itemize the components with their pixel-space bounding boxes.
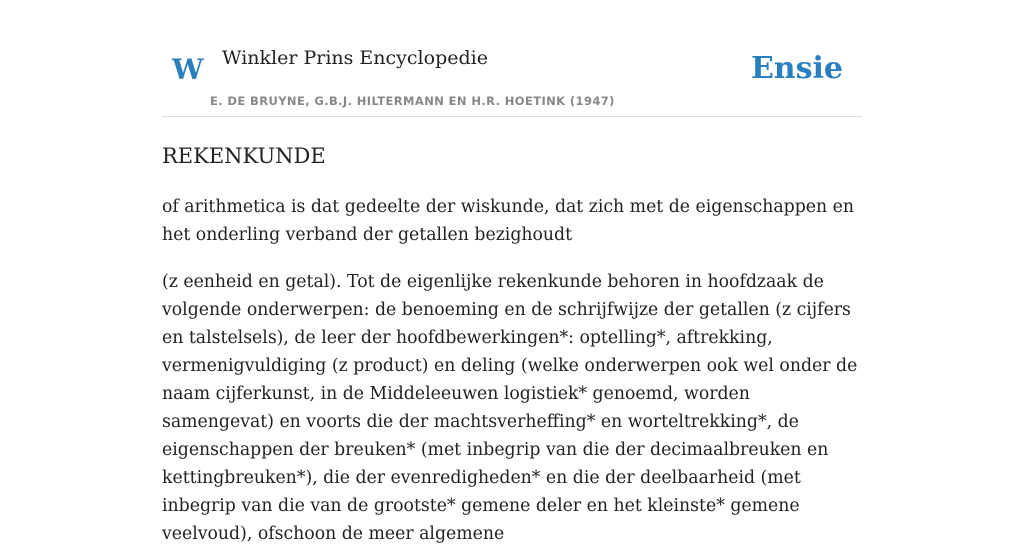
source-title-link[interactable]: Winkler Prins Encyclopedie: [222, 47, 488, 69]
source-logo-icon: W: [172, 53, 204, 86]
source-header: [162, 0, 862, 117]
page: [162, 0, 862, 548]
ensie-logo-link[interactable]: Ensie: [750, 51, 843, 86]
article-definition: of arithmetica is dat gedeelte der wiskunde, dat zich met de eigenschappen en het onderling verband der getallen bezighoudt: [162, 197, 855, 245]
article-headword: REKENKUNDE: [162, 144, 326, 168]
source-authors: E. DE BRUYNE, G.B.J. HILTERMANN EN H.R. HOETINK (1947): [210, 94, 615, 108]
article-body: (z eenheid en getal). Tot de eigenlijke rekenkunde behoren in hoofdzaak de volgende onderwerpen: de benoeming en de schrijfwijze der getallen (z cijfers en talstelsels), de leer der hoofdbewerkingen*: optelling*, aftrekking, vermenigvuldiging (z product) en deling (welke onderwerpen ook wel onder de naam cijferkunst, in de Middeleeuwen logistiek* genoemd, worden samengevat) en voorts die der machtsverheffing* en worteltrekking*, de eigenschappen der breuken* (met inbegrip van die der decimaalbreuken en kettingbreuken*), die der evenredigheden* en die der deelbaarheid (met inbegrip van die van de grootste* gemene deler en het kleinste* gemene veelvoud), ofschoon de meer algemene: [162, 272, 858, 544]
